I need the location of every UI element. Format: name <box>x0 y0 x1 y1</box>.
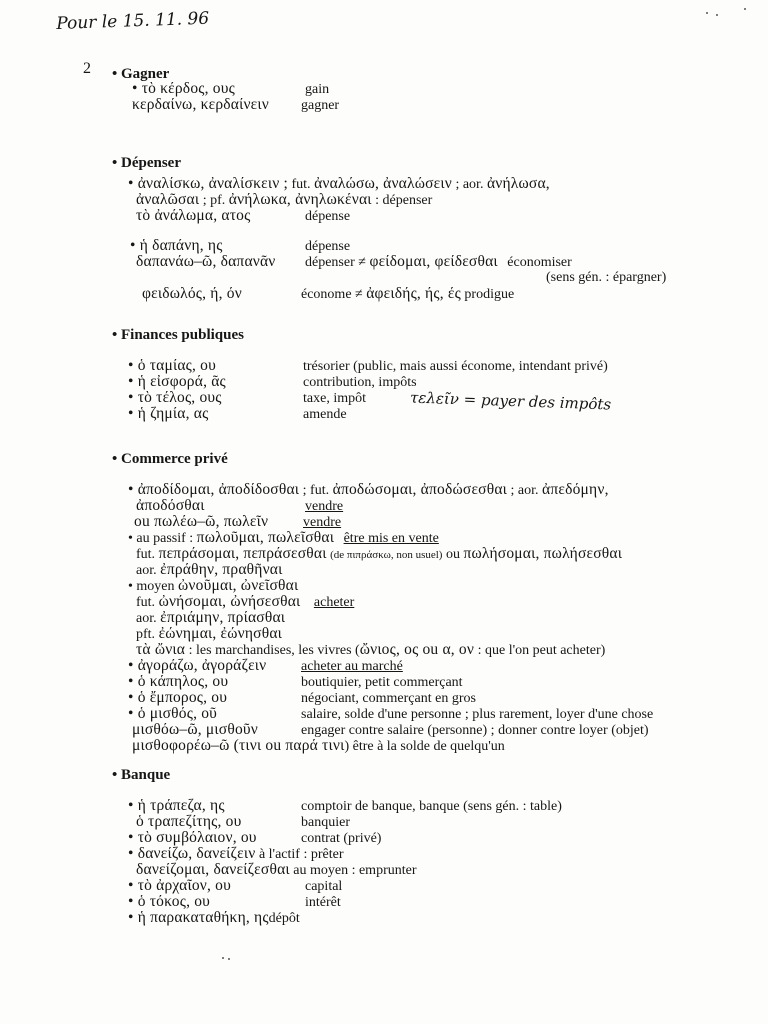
french-gloss: aor. <box>136 611 157 626</box>
french-gloss: banquier <box>301 815 350 830</box>
french-gloss: : que l'on peut acheter) <box>477 643 606 658</box>
greek-term: ou πωλέω–ῶ, πωλεῖν <box>134 513 269 530</box>
greek-term: • ὁ ταμίας, ου <box>128 357 216 374</box>
greek-term: ὠνήσομαι, ὠνήσεσθαι <box>158 593 301 610</box>
french-gloss: dépenser ≠ <box>305 255 366 270</box>
greek-term: • ἀναλίσκω, ἀναλίσκειν ; <box>128 175 288 192</box>
french-gloss: négociant, commerçant en gros <box>301 691 476 706</box>
scan-speck <box>222 957 224 959</box>
greek-term: τινι ou παρά τινι <box>238 737 345 754</box>
french-gloss: prodigue <box>464 287 515 302</box>
greek-term: δανείζομαι, δανείζεσθαι <box>136 861 290 878</box>
greek-term: ἀναλώσω, ἀναλώσειν <box>314 175 452 192</box>
french-gloss: fut. <box>291 177 311 192</box>
greek-term: μισθοφορέω–ῶ ( <box>132 737 239 754</box>
french-gloss: trésorier (public, mais aussi économe, intendant privé) <box>303 359 608 374</box>
greek-term: ἐπριάμην, πρίασθαι <box>160 609 286 626</box>
french-gloss: au moyen : emprunter <box>293 863 417 878</box>
greek-term: • ὁ ἔμπορος, ου <box>128 689 228 706</box>
greek-term: • ἡ εἰσφορά, ᾶς <box>128 373 226 390</box>
french-gloss: ; fut. <box>302 483 330 498</box>
french-gloss: à l'actif : prêter <box>258 847 344 862</box>
french-gloss: vendre <box>303 515 342 530</box>
greek-term: • τὸ κέρδος, ους <box>132 80 235 97</box>
french-gloss: être mis en vente <box>343 531 439 546</box>
french-gloss: acheter au marché <box>301 659 403 674</box>
french-gloss: : dépenser <box>375 193 433 208</box>
greek-term: φειδωλός, ή, όν <box>142 285 242 302</box>
french-gloss: fut. <box>136 547 156 562</box>
french-gloss: intérêt <box>305 895 341 910</box>
french-gloss: ; pf. <box>202 193 226 208</box>
french-gloss: dépôt <box>268 911 300 926</box>
french-gloss: acheter <box>313 595 355 610</box>
page-number: 2 <box>83 60 91 77</box>
french-gloss <box>301 659 403 675</box>
french-gloss: ou <box>445 547 460 562</box>
scan-speck <box>706 12 708 14</box>
french-gloss: comptoir de banque, banque (sens gén. : table) <box>301 799 562 814</box>
french-gloss: économe ≠ <box>301 287 363 302</box>
greek-term: ὁ τραπεζίτης, ου <box>136 813 242 830</box>
french-gloss: pft. <box>136 627 156 642</box>
greek-term: πεπράσομαι, πεπράσεσθαι <box>158 545 327 562</box>
greek-term: πωλήσομαι, πωλήσεσθαι <box>463 545 623 562</box>
greek-term: ἐπράθην, πραθῆναι <box>160 561 283 578</box>
greek-term: • ἡ παρακαταθήκη, ης <box>128 909 269 926</box>
greek-term: • ἡ τράπεζα, ης <box>128 797 225 814</box>
greek-term: ὠνοῦμαι, ὠνεῖσθαι <box>178 577 299 594</box>
greek-term: • ἡ ζημία, ας <box>128 405 209 422</box>
greek-term: ἀπεδόμην, <box>542 481 609 498</box>
french-gloss: ; aor. <box>455 177 484 192</box>
greek-term: • τὸ συμβόλαιον, ου <box>128 829 257 846</box>
section-heading: • Dépenser <box>112 155 181 171</box>
french-gloss: dépense <box>305 239 351 254</box>
french-gloss: fut. <box>136 595 156 610</box>
greek-term: κερδαίνω, κερδαίνειν <box>132 96 269 113</box>
entry-line <box>128 910 300 927</box>
french-gloss: dépense <box>305 209 351 224</box>
french-gloss <box>305 499 343 515</box>
greek-term: ἀποδώσομαι, ἀποδώσεσθαι <box>332 481 508 498</box>
french-gloss: : les marchandises, les vivres ( <box>188 643 360 658</box>
french-gloss: • au passif : <box>128 531 194 546</box>
greek-term: μισθόω–ῶ, μισθοῦν <box>132 721 259 738</box>
entry-line <box>132 738 505 755</box>
greek-term: ἀποδόσθαι <box>136 497 205 514</box>
french-gloss: contrat (privé) <box>301 831 382 846</box>
section-heading: • Finances publiques <box>112 327 244 343</box>
french-gloss: boutiquier, petit commerçant <box>301 675 463 690</box>
french-gloss: vendre <box>305 499 344 514</box>
greek-term: • τὸ ἀρχαῖον, ου <box>128 877 231 894</box>
handwritten-header: Pour le 15. 11. 96 <box>56 8 210 34</box>
greek-term: • ἀποδίδομαι, ἀποδίδοσθαι <box>128 481 300 498</box>
greek-term: ἐώνημαι, ἐώνησθαι <box>158 625 283 642</box>
french-gloss: amende <box>303 407 347 422</box>
greek-term: τὰ ὤνια <box>136 641 186 658</box>
greek-term: ὤνιος, ος ou α, ον <box>359 641 475 658</box>
french-gloss: taxe, impôt <box>303 391 366 406</box>
greek-term: ἀφειδής, ής, ές <box>366 285 461 302</box>
french-gloss: gain <box>305 82 330 97</box>
greek-term: τὸ ἀνάλωμα, ατος <box>136 207 251 224</box>
french-gloss: gagner <box>301 98 340 113</box>
french-gloss: ; aor. <box>510 483 539 498</box>
scan-speck <box>716 14 718 16</box>
greek-term: • δανείζω, δανείζειν <box>128 845 256 862</box>
greek-term: δαπανάω–ῶ, δαπανᾶν <box>136 253 276 270</box>
entry-line <box>305 254 572 271</box>
scan-speck <box>744 8 746 10</box>
scan-speck <box>228 958 230 960</box>
french-gloss: ) être à la solde de quelqu'un <box>344 739 505 754</box>
greek-term: • ἡ δαπάνη, ης <box>130 237 223 254</box>
section-heading: • Commerce privé <box>112 451 228 467</box>
greek-term: • ἀγοράζω, ἀγοράζειν <box>128 657 267 674</box>
small-note: (de πιπράσκω, non usuel) <box>330 549 443 561</box>
section-heading: • Banque <box>112 767 171 783</box>
greek-term: • ὁ τόκος, ου <box>128 893 211 910</box>
greek-term: ἀναλῶσαι <box>136 191 200 208</box>
greek-term: • ὁ κάπηλος, ου <box>128 673 229 690</box>
greek-term: • τὸ τέλος, ους <box>128 389 222 406</box>
section-heading: • Gagner <box>112 66 170 82</box>
french-gloss: • moyen <box>128 579 175 594</box>
greek-term: πωλοῦμαι, πωλεῖσθαι <box>196 529 335 546</box>
french-gloss: engager contre salaire (personne) ; donner contre loyer (objet) <box>301 723 649 738</box>
handwritten-note: τελεῖν = payer des impôts <box>409 388 612 414</box>
greek-term: • ὁ μισθός, οῦ <box>128 705 218 722</box>
greek-term: φείδομαι, φείδεσθαι <box>369 253 498 270</box>
greek-term: ἀνήλωκα, ἀνηλωκέναι <box>228 191 372 208</box>
greek-term: ἀνήλωσα, <box>486 175 550 192</box>
french-gloss: économiser <box>507 255 572 270</box>
french-gloss: (sens gén. : épargner) <box>546 270 667 285</box>
french-gloss: salaire, solde d'une personne ; plus rarement, loyer d'une chose <box>301 707 654 722</box>
french-gloss: capital <box>305 879 343 894</box>
entry-line <box>301 286 514 303</box>
french-gloss: contribution, impôts <box>303 375 417 390</box>
french-gloss: aor. <box>136 563 157 578</box>
